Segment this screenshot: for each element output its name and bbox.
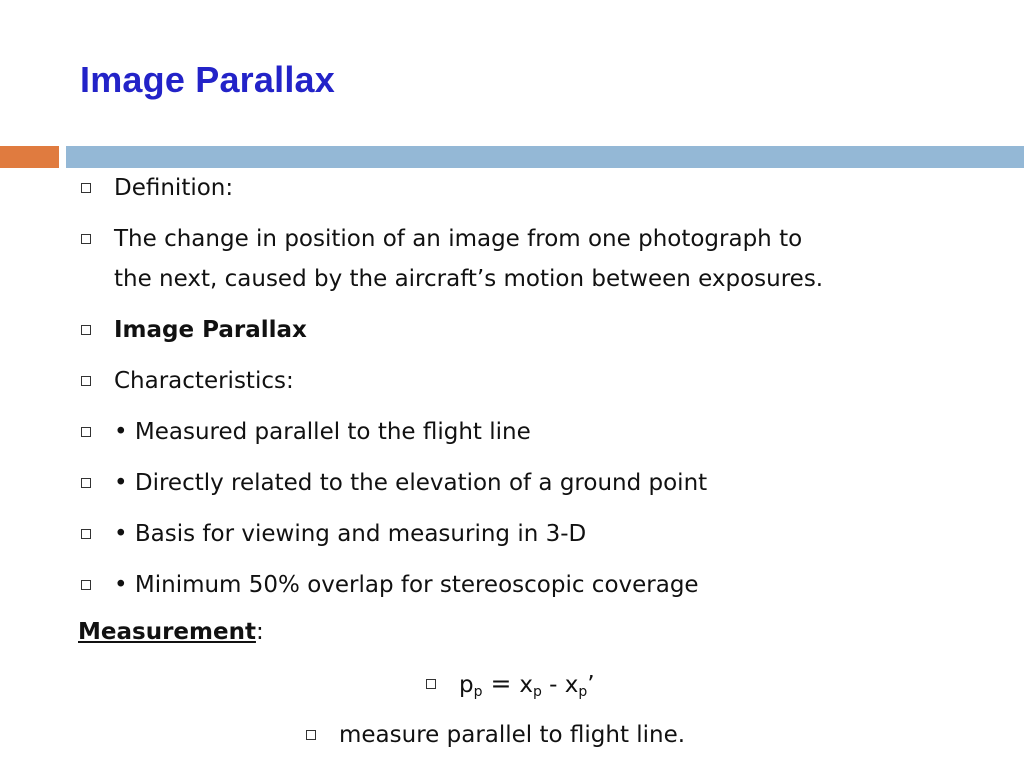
square-bullet-icon [81,325,91,335]
square-bullet-icon [81,376,91,386]
formula-x2: x [564,672,579,698]
list-item [78,463,978,503]
formula-text [459,664,595,705]
bullet-text: Definition: [114,175,234,201]
formula-p-sub: p [473,684,483,700]
parallax-formula [423,664,595,705]
list-item [78,168,978,208]
measure-note [303,715,685,755]
formula-prime: ’ [587,672,595,698]
bullet-text: • Minimum 50% overlap for stereoscopic coverage [114,572,699,598]
list-item [78,514,978,554]
measure-note-text: measure parallel to flight line. [339,722,686,748]
square-bullet-icon [81,234,91,244]
bullet-text: • Measured parallel to the flight line [114,419,531,445]
bullet-text [114,219,823,299]
measurement-label: Measurement [78,619,256,645]
bullet-text: • Basis for viewing and measuring in 3-D [114,521,587,547]
list-item [78,565,978,605]
measurement-colon: : [255,619,264,645]
list-item [78,361,978,401]
formula-equals: = [482,669,520,698]
formula-minus: - [541,672,565,698]
accent-bar-blue [66,146,1024,168]
bullet-list [78,168,978,616]
square-bullet-icon [81,529,91,539]
formula-x1: x [519,672,533,698]
bullet-text-line: The change in position of an image from one photograph to [114,226,803,252]
slide-title: Image Parallax [80,59,335,100]
bullet-text: Characteristics: [114,368,294,394]
square-bullet-icon [81,580,91,590]
square-bullet-icon [426,679,436,689]
square-bullet-icon [81,183,91,193]
accent-bar-orange [0,146,59,168]
formula-p: p [459,672,474,698]
formula-x1-sub: p [532,684,542,700]
square-bullet-icon [81,478,91,488]
measurement-heading [78,612,264,652]
bullet-text-line: the next, caused by the aircraft’s motion between exposures. [114,266,824,292]
bullet-text: Image Parallax [114,317,307,343]
list-item [78,219,978,299]
square-bullet-icon [81,427,91,437]
list-item [78,412,978,452]
bullet-text: • Directly related to the elevation of a ground point [114,470,708,496]
square-bullet-icon [306,730,316,740]
formula-x2-sub: p [578,684,588,700]
list-item [78,310,978,350]
